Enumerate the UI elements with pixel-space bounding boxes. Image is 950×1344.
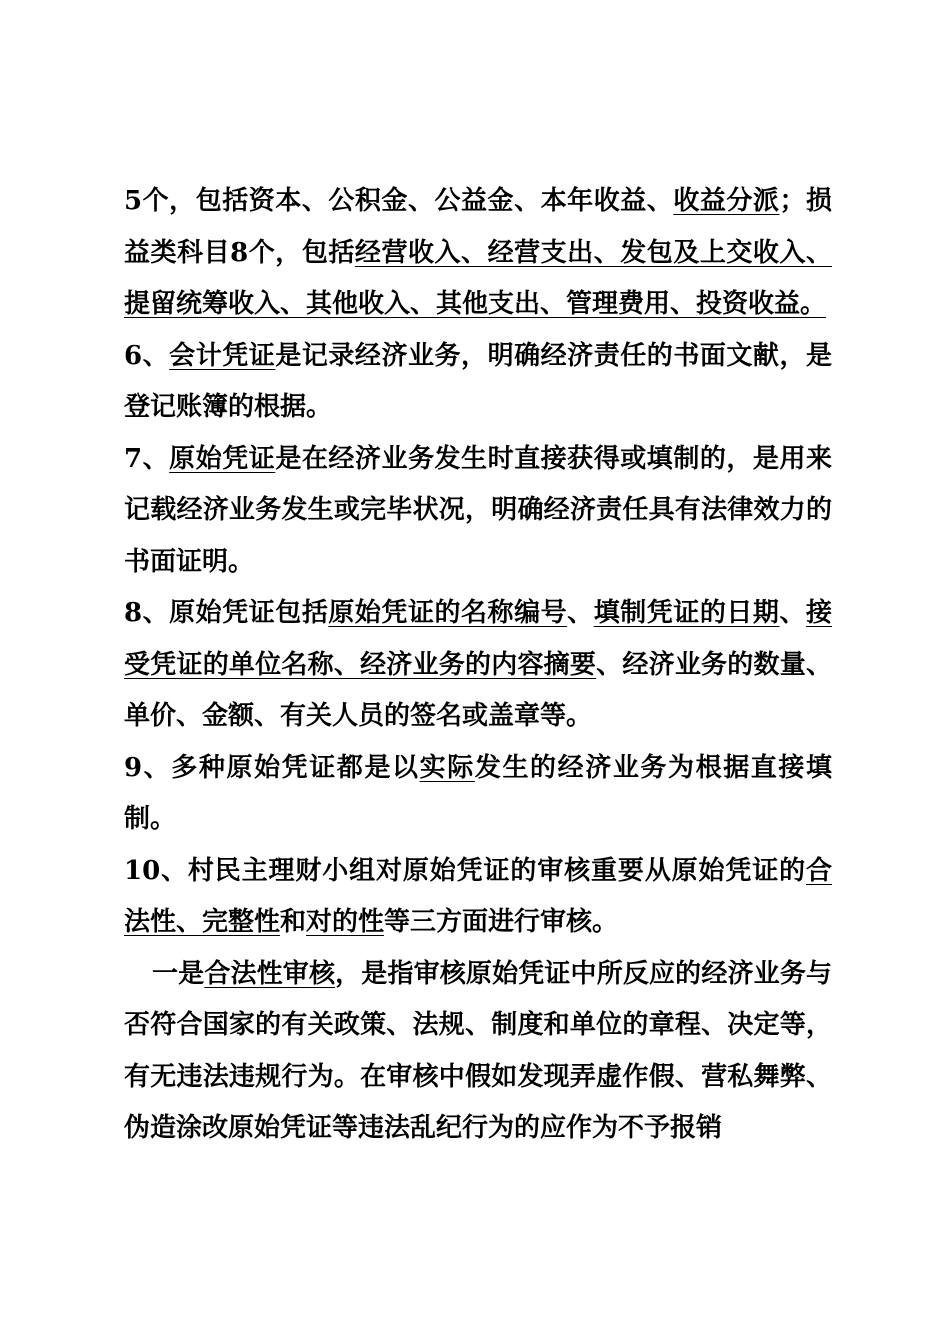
underlined-term: 合法性、完整性	[124, 855, 832, 937]
text-run: 和	[280, 907, 307, 937]
text-run: 发生的经济业务为根据直接填制。	[124, 752, 832, 834]
underlined-term: 原始凭证	[169, 443, 276, 474]
text-run: 9、多种原始凭证都是以	[124, 752, 420, 783]
text-run: ，是指审核原始凭证中所反应的经济业务与否符合国家的有关政策、法规、制度和单位的章程、决定等，有无违法违规行为。在审核中假如发现弄虚作假、营私舞弊、伪造涂改原始凭证等违法乱纪行为的应作为不予报销	[124, 958, 832, 1143]
paragraph-5-continued	[124, 176, 832, 331]
underlined-term: 对的性	[306, 907, 385, 937]
text-run: 7、	[124, 443, 170, 474]
text-run: 、	[779, 598, 806, 628]
underlined-term: 会计凭证	[169, 340, 276, 371]
text-run: 是记录经济业务，明确经济责任的书面文献，是登记账簿的根据。	[124, 340, 832, 422]
paragraph-9	[124, 743, 832, 846]
text-run: 、经济业务的数量、单价、金额、有关人员的签名或盖章等。	[124, 649, 832, 731]
text-run: 8、原始凭证包括	[124, 598, 329, 628]
text-run: 、	[567, 598, 594, 628]
text-run: 5个，包括资本、公积金、公益金、本年收益、	[124, 186, 674, 216]
underlined-term: 合法性审核	[204, 958, 336, 989]
text-run: 是在经济业务发生时直接获得或填制的，是用来记载经济业务发生或完毕状况，明确经济责任具有法律效力的书面证明。	[124, 443, 832, 577]
text-run: 10、村民主理财小组对原始凭证的审核重要从原始凭证的	[124, 855, 806, 886]
text-run: ；损益类科目8个，包括	[124, 186, 832, 268]
underlined-term: 接受凭证的单位名称、经济业务的内容摘要	[124, 598, 832, 680]
paragraph-7	[124, 434, 832, 589]
paragraph-6	[124, 331, 832, 434]
paragraph-10	[124, 846, 832, 949]
document-body	[124, 176, 832, 1155]
underlined-term: 原始凭证的名称编号	[328, 598, 568, 628]
text-run: 6、	[124, 340, 170, 371]
underlined-term: 经营收入、经营支出、发包及上交收入、提留统筹收入、其他收入、其他支出、管理费用、投资收益。	[124, 237, 832, 319]
underlined-term: 收益分派	[673, 186, 780, 216]
text-run: 等三方面进行审核。	[384, 907, 619, 937]
paragraph-legality-review	[124, 949, 832, 1155]
text-run: 一是	[152, 958, 205, 989]
paragraph-8	[124, 588, 832, 743]
underlined-term: 实际	[419, 752, 475, 783]
underlined-term: 填制凭证的日期	[593, 598, 780, 628]
